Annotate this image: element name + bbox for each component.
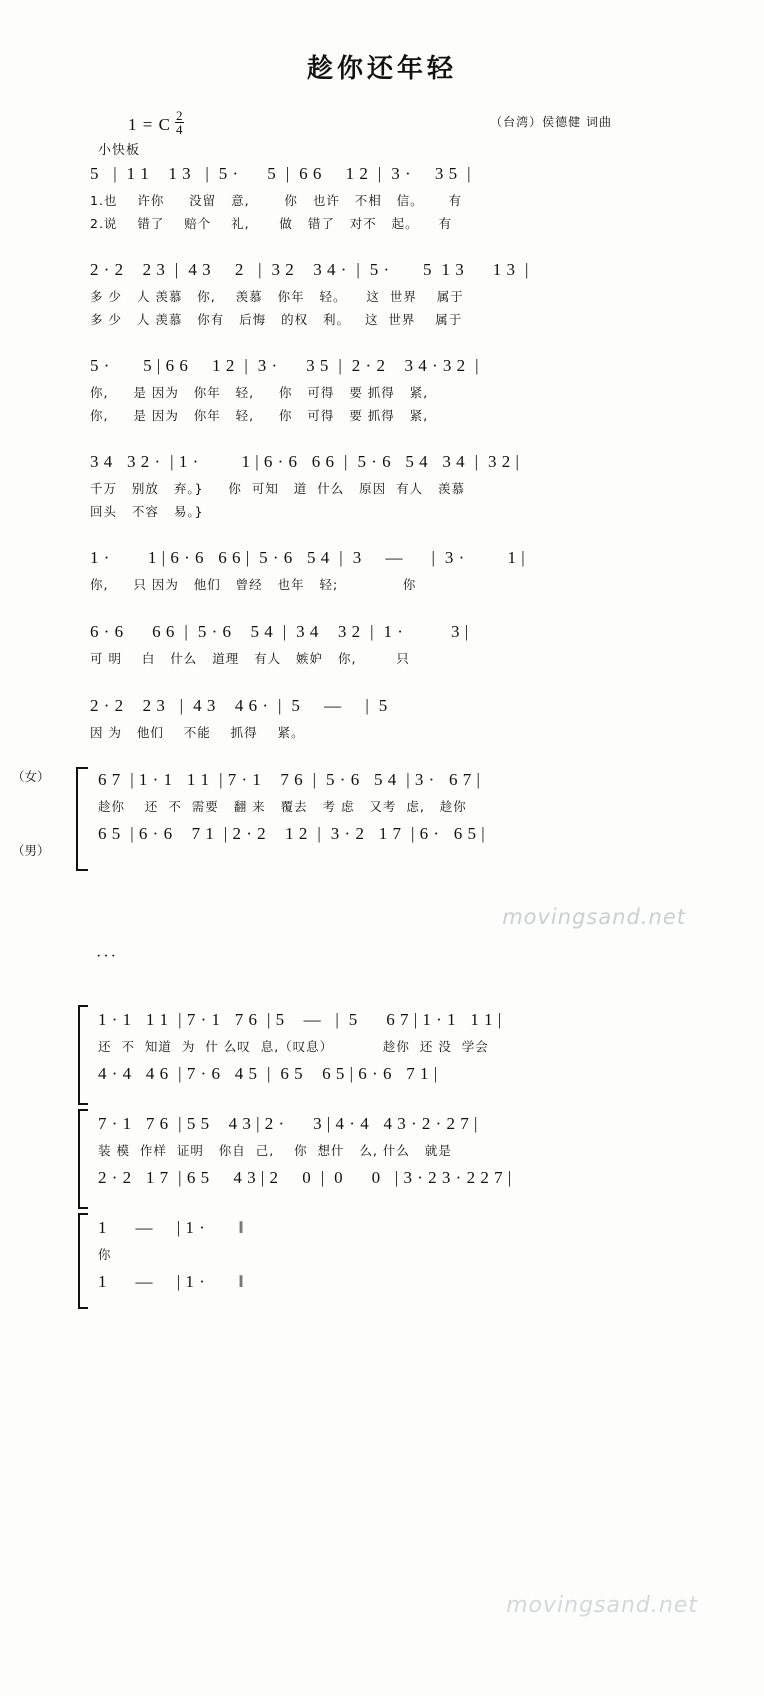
system-gap: [90, 751, 700, 765]
voice-label-male: （男）: [12, 843, 50, 858]
notation-line-female: 1 — | 1 · ‖: [98, 1218, 244, 1237]
notation-line: 5 | 1 1 1 3 | 5 · 5 | 6 6 1 2 | 3 · 3 5 |: [90, 164, 472, 183]
key-signature: [128, 109, 184, 136]
notation-line-female: 7 · 1 7 6 | 5 5 4 3 | 2 · 3 | 4 · 4 4 3 · 2 · 2 7 |: [98, 1114, 478, 1133]
page-title: 趁你还年轻: [306, 54, 457, 84]
system-gap: [90, 337, 700, 351]
music-systems: [0, 159, 764, 1297]
music-system: [90, 543, 700, 597]
notation-line-female: 6 7 | 1 · 1 1 1 | 7 · 1 7 6 | 5 · 6 5 4 | 3 · 6 7 |: [98, 770, 481, 789]
notation-line: 6 · 6 6 6 | 5 · 6 5 4 | 3 4 3 2 | 1 · 3 |: [90, 622, 469, 641]
page-break-space: [90, 855, 700, 885]
lyric-line: 因 为 他们 不能 抓得 紧。: [90, 725, 305, 740]
system-brace: [78, 1109, 88, 1209]
voice-label-female: （女）: [12, 769, 50, 784]
duet-system: [12, 765, 700, 858]
system-gap: [90, 433, 700, 447]
lyric-line: 还 不 知道 为 什 么叹 息,（叹息） 趁你 还 没 学会: [98, 1039, 489, 1054]
lyric-line: 1.也 许你 没留 意, 你 也许 不相 信。 有: [90, 193, 463, 208]
system-gap: [90, 603, 700, 617]
music-system: [90, 351, 700, 427]
notation-line: 3 4 3 2 · | 1 · 1 | 6 · 6 6 6 | 5 · 6 5 4 3 4 | 3 2 |: [90, 452, 520, 471]
lyric-line: 多 少 人 羡慕 你, 羡慕 你年 轻。 这 世界 属于: [90, 289, 464, 304]
system-gap: [90, 241, 700, 255]
notation-line: 2 · 2 2 3 | 4 3 4 6 · | 5 — | 5: [90, 696, 388, 715]
lyric-line: 千万 别放 弃。} 你 可知 道 什么 原因 有人 羡慕: [90, 481, 466, 496]
time-signature: [175, 109, 185, 136]
music-system: [90, 255, 700, 331]
lyric-line: 装 模 作样 证明 你自 己, 你 想什 么, 什么 就是: [98, 1143, 452, 1158]
lyric-line: 你, 是 因为 你年 轻, 你 可得 要 抓得 紧,: [90, 408, 429, 423]
key-signature-text: 1 = C: [128, 115, 171, 134]
music-system: [90, 159, 700, 235]
lyric-line: 你, 是 因为 你年 轻, 你 可得 要 抓得 紧,: [90, 385, 429, 400]
duet-system-ending: [90, 1213, 700, 1297]
time-signature-denominator: 4: [175, 122, 184, 137]
duet-system: [90, 1005, 700, 1089]
lyric-line: 回头 不容 易。}: [90, 504, 204, 519]
notation-line: 1 · 1 | 6 · 6 6 6 | 5 · 6 5 4 | 3 — | 3 · 1 |: [90, 548, 526, 567]
music-system: [90, 691, 700, 745]
notation-line-male: 2 · 2 1 7 | 6 5 4 3 | 2 0 | 0 0 | 3 · 2 3 · 2 2 7 |: [98, 1168, 512, 1187]
notation-line-male: 1 — | 1 · ‖: [98, 1272, 244, 1291]
system-gap: [90, 1095, 700, 1109]
duet-system: [90, 1109, 700, 1193]
notation-line: 2 · 2 2 3 | 4 3 2 | 3 2 3 4 · | 5 · 5 1 3 1 3 |: [90, 260, 529, 279]
music-system: [90, 617, 700, 671]
notation-line-male: 4 · 4 4 6 | 7 · 6 4 5 | 6 5 6 5 | 6 · 6 7 1 |: [98, 1064, 438, 1083]
composer-credit: （台湾）侯德健 词曲: [490, 115, 612, 129]
tempo-marking: 小快板: [98, 143, 141, 158]
time-signature-numerator: 2: [175, 108, 184, 123]
system-brace: [78, 1213, 88, 1309]
music-system: [90, 447, 700, 523]
notation-line-male: 6 5 | 6 · 6 7 1 | 2 · 2 1 2 | 3 · 2 1 7 | 6 · 6 5 |: [98, 824, 486, 843]
lyric-line: 可 明 白 什么 道理 有人 嫉妒 你, 只: [90, 651, 410, 666]
page-break-space: [90, 945, 700, 975]
page-break-space: [90, 975, 700, 1005]
system-gap: [90, 1199, 700, 1213]
system-gap: [90, 677, 700, 691]
notation-line-female: 1 · 1 1 1 | 7 · 1 7 6 | 5 — | 5 6 7 | 1 · 1 1 1 |: [98, 1010, 502, 1029]
system-brace: [78, 1005, 88, 1105]
system-gap: [90, 529, 700, 543]
lyric-line: 多 少 人 羡慕 你有 后悔 的权 利。 这 世界 属于: [90, 312, 463, 327]
lyric-line: 趁你 还 不 需要 翻 来 覆去 考 虑 又考 虑, 趁你: [98, 799, 467, 814]
watermark-primary: movingsand.net: [502, 905, 686, 929]
lyric-line: 你: [98, 1247, 112, 1262]
lyric-line: 你, 只 因为 他们 曾经 也年 轻; 你: [90, 577, 417, 592]
lyric-line: 2.说 错了 赔个 礼, 做 错了 对不 起。 有: [90, 216, 453, 231]
notation-line: 5 · 5 | 6 6 1 2 | 3 · 3 5 | 2 · 2 3 4 · 3 2 |: [90, 356, 480, 375]
duet-brace: [76, 767, 88, 871]
repeat-dots: ···: [96, 948, 118, 965]
score-header: [0, 105, 764, 158]
watermark-secondary: movingsand.net: [506, 1593, 698, 1618]
